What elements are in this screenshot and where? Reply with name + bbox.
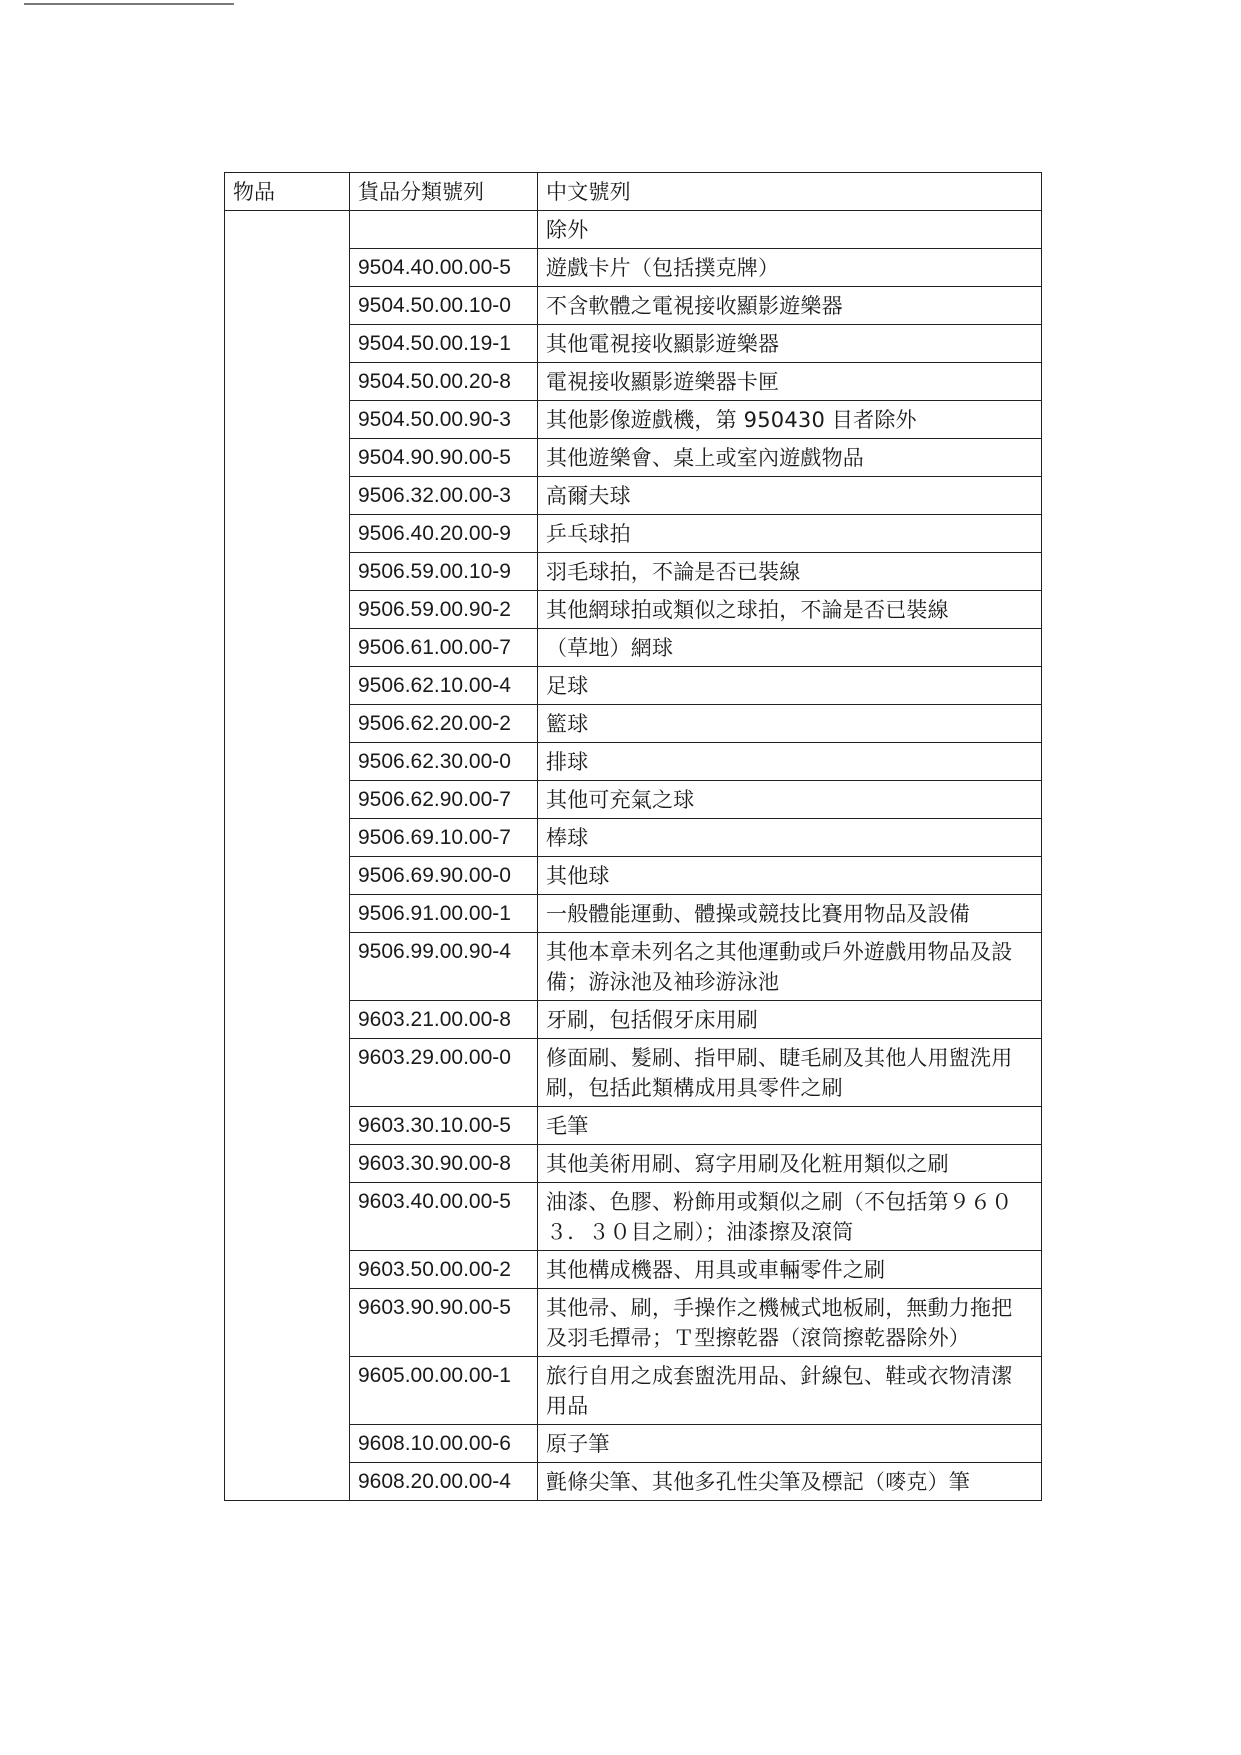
desc-cell: 氈條尖筆、其他多孔性尖筆及標記（嘜克）筆 bbox=[538, 1463, 1042, 1501]
code-cell bbox=[350, 211, 538, 249]
code-cell: 9506.69.90.00-0 bbox=[350, 857, 538, 895]
desc-cell: 原子筆 bbox=[538, 1425, 1042, 1463]
desc-cell: 除外 bbox=[538, 211, 1042, 249]
code-cell: 9605.00.00.00-1 bbox=[350, 1357, 538, 1425]
code-cell: 9506.62.20.00-2 bbox=[350, 705, 538, 743]
desc-cell: 其他遊樂會、桌上或室內遊戲物品 bbox=[538, 439, 1042, 477]
desc-cell: 修面刷、髮刷、指甲刷、睫毛刷及其他人用盥洗用刷，包括此類構成用具零件之刷 bbox=[538, 1039, 1042, 1107]
code-cell: 9608.20.00.00-4 bbox=[350, 1463, 538, 1501]
desc-cell: 一般體能運動、體操或競技比賽用物品及設備 bbox=[538, 895, 1042, 933]
code-cell: 9506.91.00.00-1 bbox=[350, 895, 538, 933]
desc-cell: 其他美術用刷、寫字用刷及化粧用類似之刷 bbox=[538, 1145, 1042, 1183]
desc-cell: 其他電視接收顯影遊樂器 bbox=[538, 325, 1042, 363]
code-cell: 9506.59.00.90-2 bbox=[350, 591, 538, 629]
desc-cell: 棒球 bbox=[538, 819, 1042, 857]
code-cell: 9506.62.30.00-0 bbox=[350, 743, 538, 781]
desc-cell: 遊戲卡片（包括撲克牌） bbox=[538, 249, 1042, 287]
desc-cell: 其他網球拍或類似之球拍，不論是否已裝線 bbox=[538, 591, 1042, 629]
code-cell: 9506.59.00.10-9 bbox=[350, 553, 538, 591]
table-row bbox=[225, 211, 1042, 249]
code-cell: 9504.50.00.90-3 bbox=[350, 401, 538, 439]
desc-cell: （草地）網球 bbox=[538, 629, 1042, 667]
desc-cell: 羽毛球拍，不論是否已裝線 bbox=[538, 553, 1042, 591]
top-edge-line bbox=[24, 3, 234, 5]
code-cell: 9504.90.90.00-5 bbox=[350, 439, 538, 477]
goods-classification-table bbox=[224, 172, 1042, 1501]
code-cell: 9504.40.00.00-5 bbox=[350, 249, 538, 287]
code-cell: 9506.61.00.00-7 bbox=[350, 629, 538, 667]
desc-cell: 其他可充氣之球 bbox=[538, 781, 1042, 819]
desc-cell: 油漆、色膠、粉飾用或類似之刷（不包括第９６０３．３０目之刷）；油漆擦及滾筒 bbox=[538, 1183, 1042, 1251]
desc-cell: 毛筆 bbox=[538, 1107, 1042, 1145]
desc-cell: 其他影像遊戲機，第 950430 目者除外 bbox=[538, 401, 1042, 439]
code-cell: 9603.29.00.00-0 bbox=[350, 1039, 538, 1107]
desc-cell: 籃球 bbox=[538, 705, 1042, 743]
desc-cell: 足球 bbox=[538, 667, 1042, 705]
code-cell: 9603.40.00.00-5 bbox=[350, 1183, 538, 1251]
code-cell: 9506.32.00.00-3 bbox=[350, 477, 538, 515]
code-cell: 9603.50.00.00-2 bbox=[350, 1251, 538, 1289]
code-cell: 9504.50.00.19-1 bbox=[350, 325, 538, 363]
code-cell: 9506.40.20.00-9 bbox=[350, 515, 538, 553]
desc-cell: 不含軟體之電視接收顯影遊樂器 bbox=[538, 287, 1042, 325]
code-cell: 9603.30.10.00-5 bbox=[350, 1107, 538, 1145]
item-cell bbox=[225, 211, 350, 1501]
header-desc: 中文號列 bbox=[538, 173, 1042, 211]
code-cell: 9603.21.00.00-8 bbox=[350, 1001, 538, 1039]
code-cell: 9504.50.00.10-0 bbox=[350, 287, 538, 325]
desc-cell: 其他球 bbox=[538, 857, 1042, 895]
desc-cell: 其他帚、刷，手操作之機械式地板刷，無動力拖把及羽毛撢帚；Ｔ型擦乾器（滾筒擦乾器除外） bbox=[538, 1289, 1042, 1357]
code-cell: 9506.69.10.00-7 bbox=[350, 819, 538, 857]
code-cell: 9506.62.90.00-7 bbox=[350, 781, 538, 819]
code-cell: 9504.50.00.20-8 bbox=[350, 363, 538, 401]
desc-cell: 排球 bbox=[538, 743, 1042, 781]
table-header-row bbox=[225, 173, 1042, 211]
desc-cell: 其他構成機器、用具或車輛零件之刷 bbox=[538, 1251, 1042, 1289]
desc-cell: 旅行自用之成套盥洗用品、針線包、鞋或衣物清潔用品 bbox=[538, 1357, 1042, 1425]
header-code: 貨品分類號列 bbox=[350, 173, 538, 211]
desc-cell: 高爾夫球 bbox=[538, 477, 1042, 515]
desc-cell: 乒乓球拍 bbox=[538, 515, 1042, 553]
code-cell: 9603.90.90.00-5 bbox=[350, 1289, 538, 1357]
desc-cell: 電視接收顯影遊樂器卡匣 bbox=[538, 363, 1042, 401]
code-cell: 9603.30.90.00-8 bbox=[350, 1145, 538, 1183]
desc-cell: 其他本章未列名之其他運動或戶外遊戲用物品及設備；游泳池及袖珍游泳池 bbox=[538, 933, 1042, 1001]
desc-cell: 牙刷，包括假牙床用刷 bbox=[538, 1001, 1042, 1039]
header-item: 物品 bbox=[225, 173, 350, 211]
code-cell: 9608.10.00.00-6 bbox=[350, 1425, 538, 1463]
code-cell: 9506.99.00.90-4 bbox=[350, 933, 538, 1001]
code-cell: 9506.62.10.00-4 bbox=[350, 667, 538, 705]
